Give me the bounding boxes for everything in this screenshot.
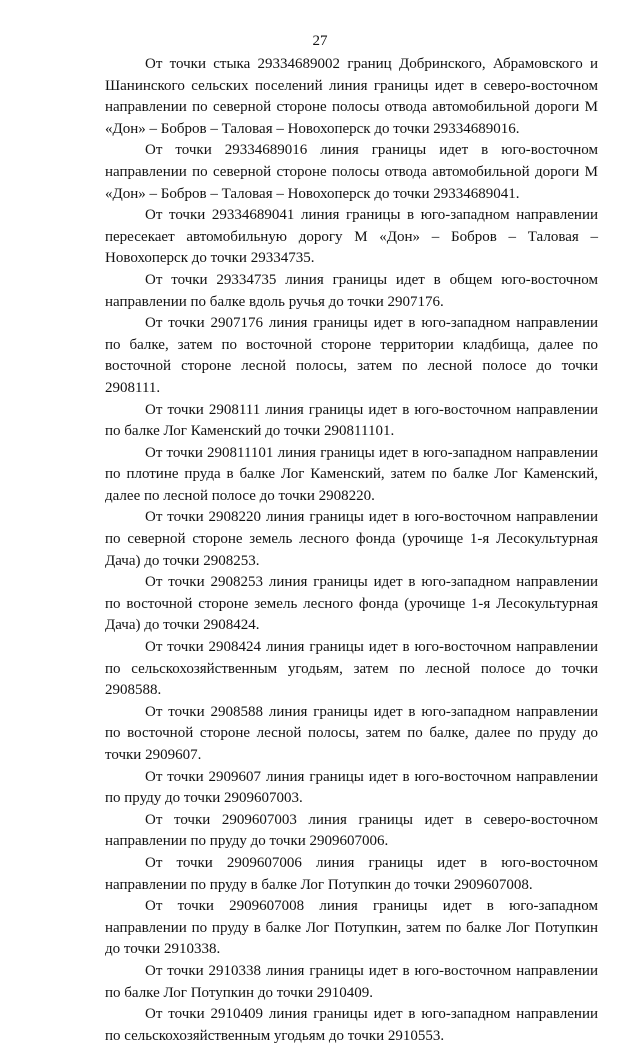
paragraph: От точки 290811101 линия границы идет в юго-западном направлении по плотине пруда в балке Лог Каменский, затем по балке Лог Каменский, далее по лесной полосе до точки 2908220.	[105, 444, 598, 504]
document-body	[105, 54, 598, 1047]
page-number: 27	[312, 33, 328, 49]
paragraph: От точки стыка 29334689002 границ Добринского, Абрамовского и Шанинского сельских поселений линия границы идет в северо-восточном направлении по северной стороне полосы отвода автомобильной дороги М «Дон» – Бобров – Таловая – Новохоперск до точки 29334689016.	[105, 56, 598, 137]
paragraph: От точки 29334689016 линия границы идет в юго-восточном направлении по северной стороне полосы отвода автомобильной дороги М «Дон» – Бобров – Таловая – Новохоперск до точки 29334689041.	[105, 142, 598, 202]
paragraph: От точки 2909607006 линия границы идет в юго-восточном направлении по пруду в балке Лог Потупкин до точки 2909607008.	[105, 854, 598, 893]
paragraph: От точки 2908220 линия границы идет в юго-восточном направлении по северной стороне земель лесного фонда (урочище 1-я Лесокультурная Дача) до точки 2908253.	[105, 509, 598, 569]
paragraph: От точки 29334735 линия границы идет в общем юго-восточном направлении по балке вдоль ручья до точки 2907176.	[105, 271, 598, 310]
paragraph: От точки 2909607 линия границы идет в юго-восточном направлении по пруду до точки 2909607003.	[105, 768, 598, 807]
paragraph: От точки 2908111 линия границы идет в юго-восточном направлении по балке Лог Каменский до точки 290811101.	[105, 401, 598, 440]
paragraph: От точки 2908253 линия границы идет в юго-западном направлении по восточной стороне земель лесного фонда (урочище 1-я Лесокультурная Дача) до точки 2908424.	[105, 574, 598, 634]
paragraph: От точки 2908424 линия границы идет в юго-восточном направлении по сельскохозяйственным угодьям, затем по лесной полосе до точки 2908588.	[105, 639, 598, 699]
paragraph: От точки 2910338 линия границы идет в юго-восточном направлении по балке Лог Потупкин до точки 2910409.	[105, 962, 598, 1001]
paragraph: От точки 2910409 линия границы идет в юго-западном направлении по сельскохозяйственным угодьям до точки 2910553.	[105, 1006, 598, 1044]
paragraph: От точки 29334689041 линия границы в юго-западном направлении пересекает автомобильную дорогу М «Дон» – Бобров – Таловая – Новохоперск до точки 29334735.	[105, 207, 598, 267]
paragraph: От точки 2908588 линия границы идет в юго-западном направлении по восточной стороне лесной полосы, затем по балке, далее по пруду до точки 2909607.	[105, 703, 598, 763]
paragraph: От точки 2907176 линия границы идет в юго-западном направлении по балке, затем по восточной стороне территории кладбища, далее по восточной стороне лесной полосы, затем по лесной полосе до точки 2908111.	[105, 315, 598, 396]
paragraph: От точки 2909607003 линия границы идет в северо-восточном направлении по пруду до точки 2909607006.	[105, 811, 598, 850]
paragraph: От точки 2909607008 линия границы идет в юго-западном направлении по пруду в балке Лог Потупкин, затем по балке Лог Потупкин до точки 2910338.	[105, 898, 598, 958]
